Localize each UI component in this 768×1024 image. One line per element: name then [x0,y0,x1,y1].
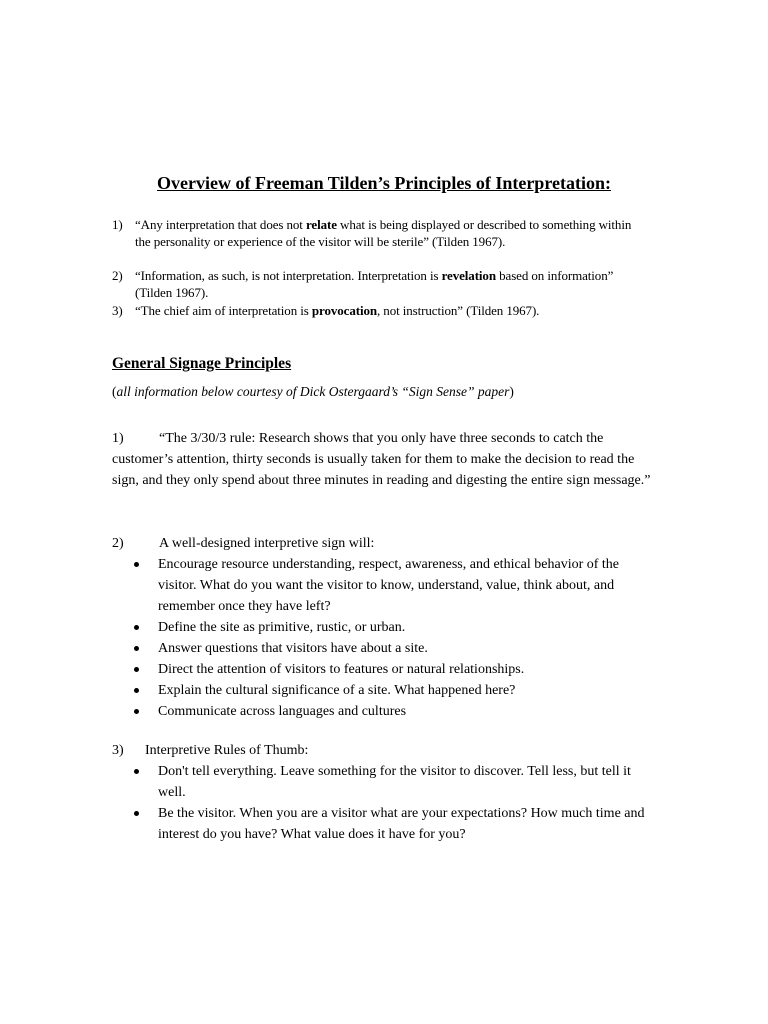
principle-keyword: provocation [311,303,377,318]
principle-text: “Information, as such, is not interpretation. Interpretation is [135,268,442,283]
tilden-principle-1 [112,217,642,250]
bullet-text: Define the site as primitive, rustic, or urban. [158,620,406,635]
bullet-text: Direct the attention of visitors to features or natural relationships. [158,662,525,677]
signage-point-1 [112,428,657,491]
signage-point-3-bullets [134,761,654,845]
principle-text: “The chief aim of interpretation is [135,303,312,318]
bullet-icon [134,709,139,714]
page-title: Overview of Freeman Tilden’s Principles of Interpretation: [157,173,611,193]
bullet-icon [134,688,139,693]
signage-point-2 [112,533,374,554]
paren-open: ( [112,384,117,399]
courtesy-text: all information below courtesy of Dick Ostergaard’s “Sign Sense” paper [116,384,510,399]
bullet-icon [134,646,139,651]
bullet-text: Explain the cultural significance of a site. What happened here? [158,683,516,698]
point-text: A well-designed interpretive sign will: [159,536,375,551]
bullet-text: Communicate across languages and cultures [158,704,407,719]
list-item [134,761,654,803]
list-number: 1) [112,431,124,446]
bullet-text: Don't tell everything. Leave something for the visitor to discover. Tell less, but tell it well. [158,764,631,800]
bullet-text: Be the visitor. When you are a visitor what are your expectations? How much time and interest do you have? What value does it have for you? [158,806,645,842]
principle-text: , not instruction” (Tilden 1967). [377,303,540,318]
bullet-icon [134,769,139,774]
list-item [134,680,654,701]
bullet-icon [134,625,139,630]
list-item [134,554,654,617]
list-item [134,659,654,680]
list-number: 2) [112,268,123,283]
bullet-icon [134,811,139,816]
list-item [134,803,654,845]
list-item [134,617,654,638]
tilden-principle-3 [112,303,642,320]
signage-point-2-bullets [134,554,654,722]
bullet-icon [134,667,139,672]
principle-text: what is being displayed or described to something within the personality or experience of the visitor will be sterile” (Tilden 1967). [135,217,632,249]
section-heading: General Signage Principles [112,355,292,372]
list-item [134,638,654,659]
point-text: Interpretive Rules of Thumb: [145,743,309,758]
tilden-principle-2 [112,268,642,301]
list-number: 2) [112,536,124,551]
principle-keyword: relate [305,217,337,232]
paren-close: ) [509,384,514,399]
bullet-icon [134,562,139,567]
list-item [134,701,654,722]
bullet-text: Encourage resource understanding, respect, awareness, and ethical behavior of the visitor. What do you want the visitor to know, understand, value, think about, and remember once they have left? [158,557,620,614]
bullet-text: Answer questions that visitors have about a site. [158,641,428,656]
point-text: “The 3/30/3 rule: Research shows that you only have three seconds to catch the customer’s attention, thirty seconds is usually taken for them to make the decision to read the sign, and they only spend about three minutes in reading and digesting the entire sign message.” [112,431,651,488]
signage-point-3 [112,740,308,761]
principle-text: based on information” (Tilden 1967). [135,268,614,300]
courtesy-note [112,382,514,402]
list-number: 3) [112,743,124,758]
list-number: 3) [112,303,123,318]
principle-text: “Any interpretation that does not [135,217,306,232]
principle-keyword: revelation [441,268,496,283]
list-number: 1) [112,217,123,232]
